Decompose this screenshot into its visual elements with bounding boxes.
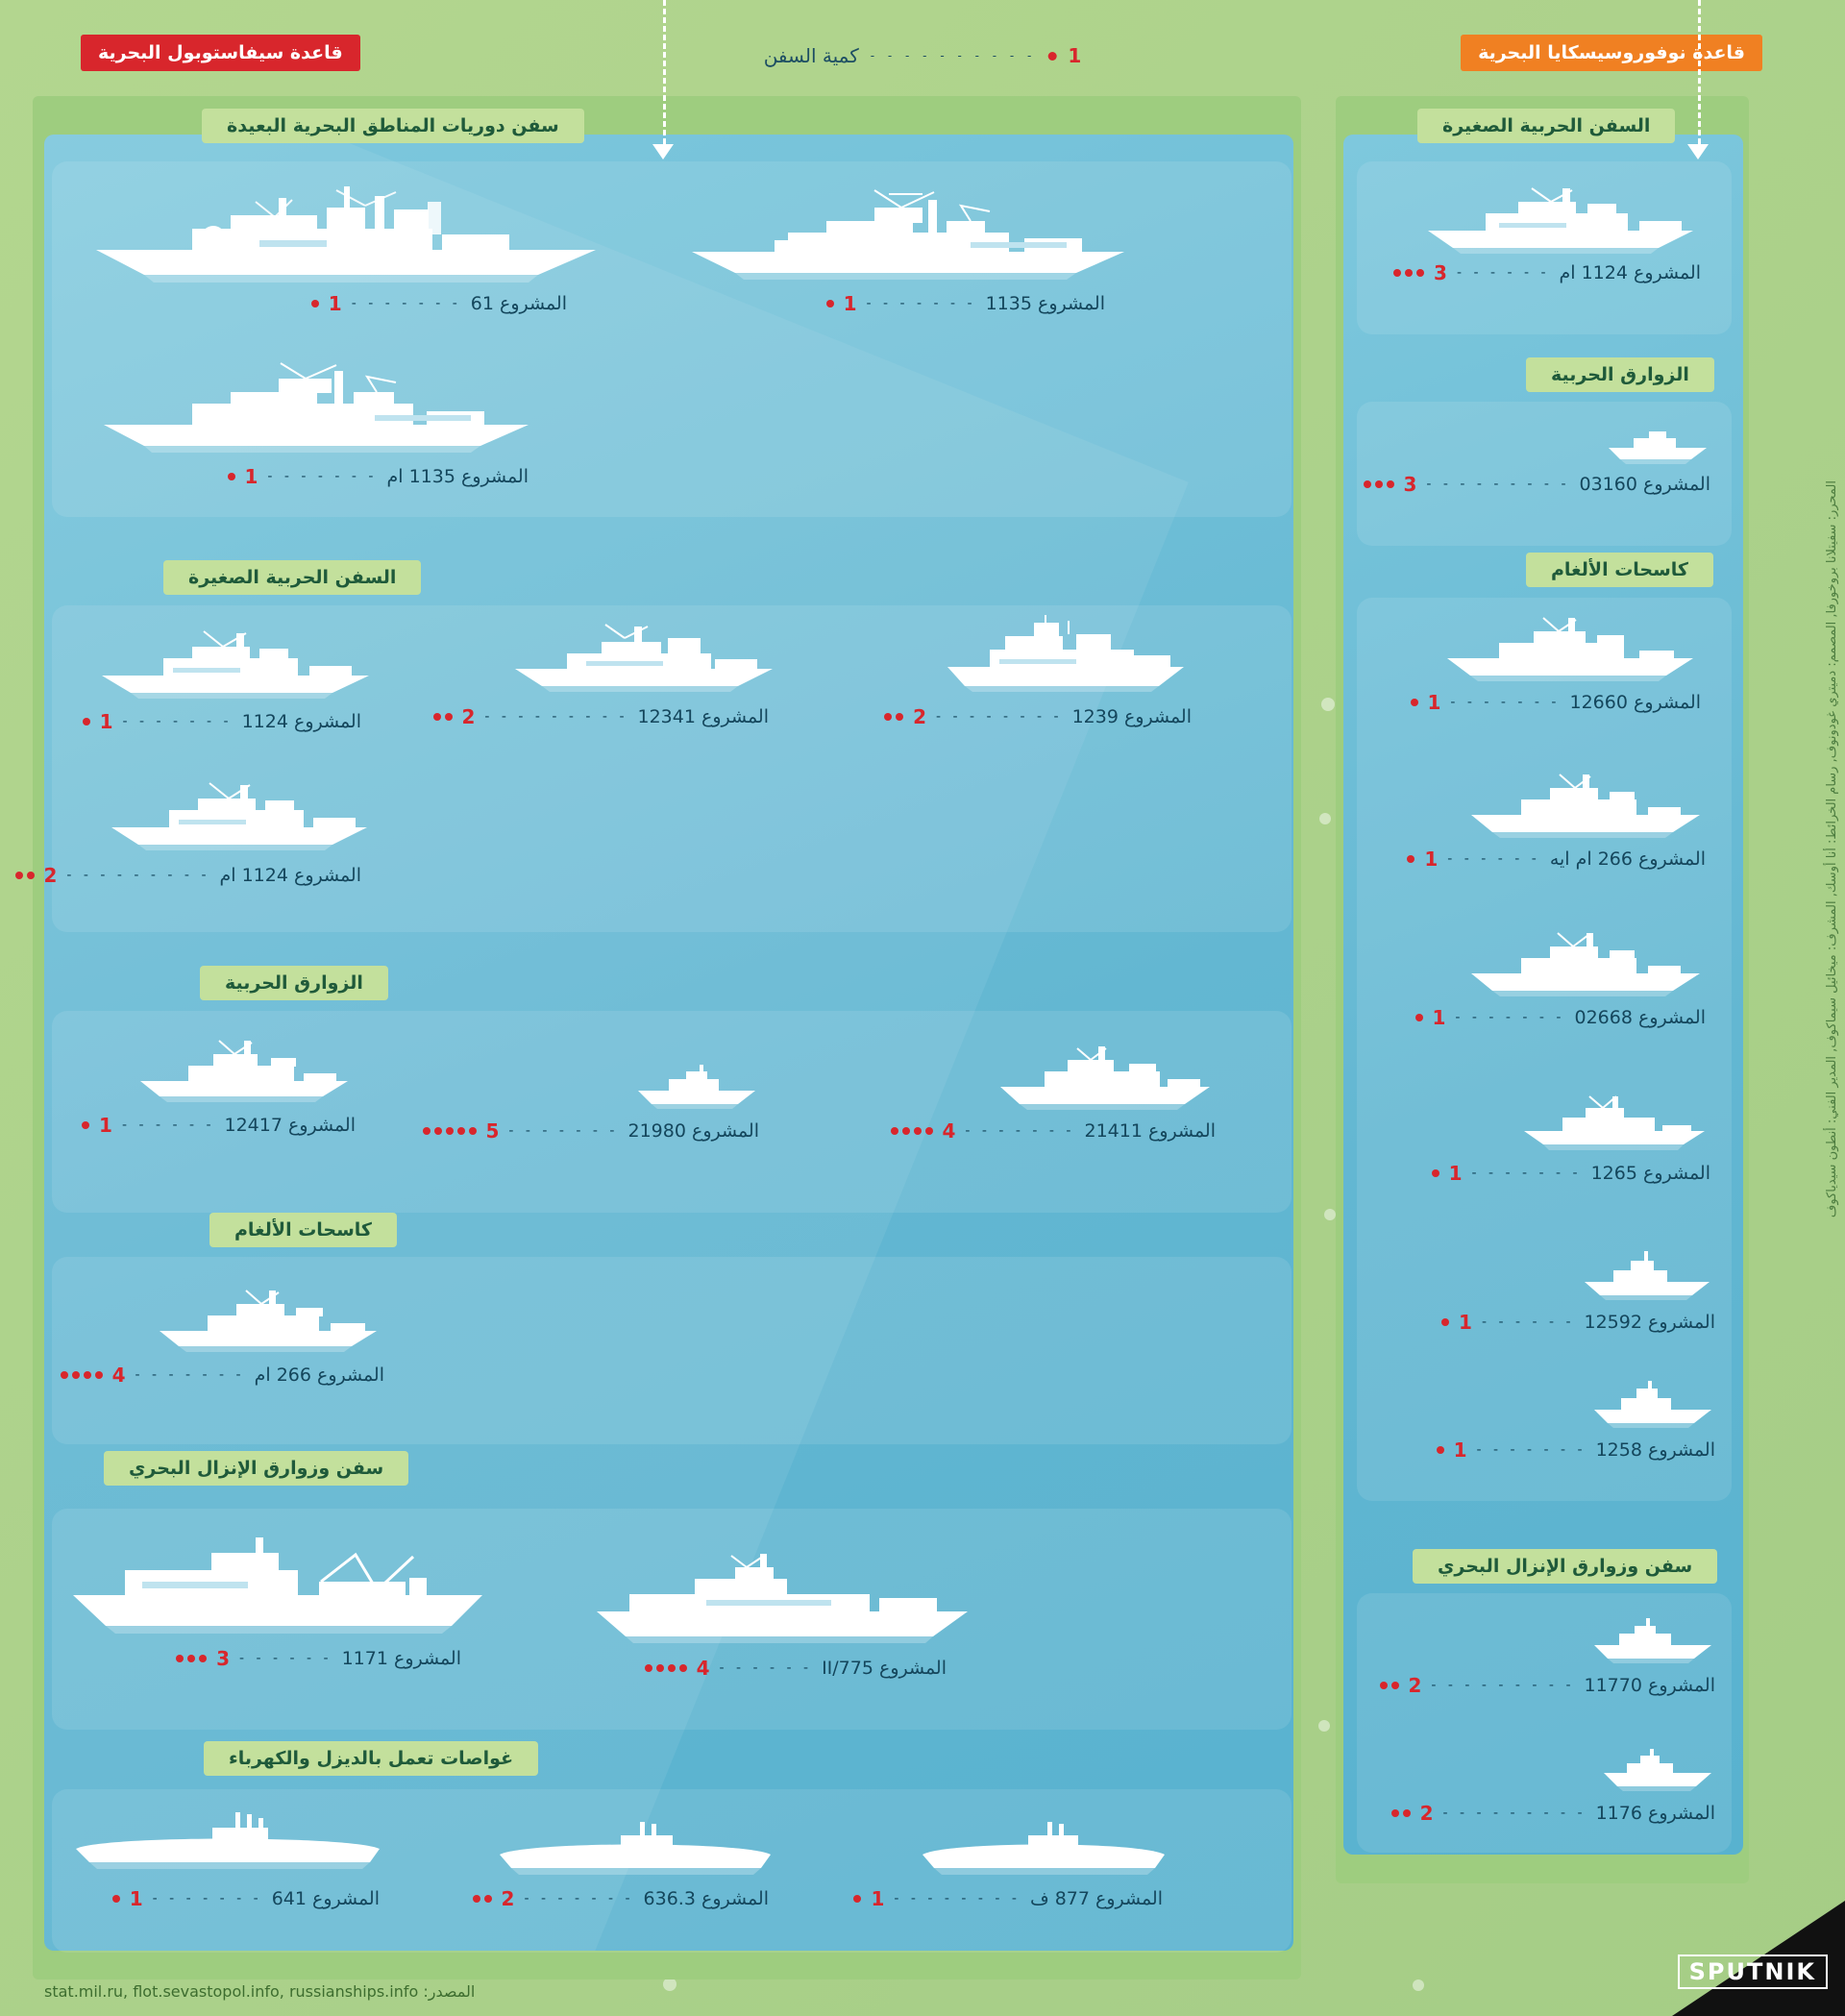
ship-name: المشروع 1176	[1595, 1803, 1715, 1824]
caption-leader: - - - - - - - -	[894, 1891, 1021, 1906]
ship-name: المشروع 03160	[1579, 474, 1710, 495]
ship-icon-landing-ship-775	[591, 1552, 975, 1653]
base-label-novorossiysk: قاعدة نوفوروسيسكايا البحرية	[1461, 35, 1762, 71]
ship-name: المشروع 266 ام	[254, 1364, 384, 1386]
ship-caption-r-12592	[1389, 1311, 1715, 1334]
ship-qty-pips	[1391, 1809, 1411, 1817]
ship-name: المشروع 21980	[627, 1120, 759, 1142]
ship-entry-r-1265	[1384, 1091, 1710, 1185]
ship-qty: 3	[1403, 473, 1417, 496]
ship-icon-minesweeper-12660	[1441, 610, 1701, 687]
caption-leader: - - - - - - -	[866, 296, 976, 311]
ship-icon-frigate-m	[96, 356, 538, 461]
ship-name: المشروع 1124	[241, 711, 361, 732]
legend-label: كمية السفن	[763, 44, 859, 67]
right-section-1-title: السفن الحربية الصغيرة	[1417, 109, 1675, 143]
submarine-icon-636	[490, 1816, 778, 1883]
right-section-2-title: الزوارق الحربية	[1526, 357, 1714, 392]
ship-caption-r-12660	[1374, 691, 1701, 714]
ship-qty: 3	[1434, 261, 1447, 284]
bubble-decor	[1319, 813, 1331, 824]
caption-leader: - - - - - - - - -	[1426, 477, 1570, 492]
ship-icon-fast-boat	[1605, 425, 1710, 469]
ship-icon-small-minesweeper-1258	[1590, 1379, 1715, 1435]
ship-entry-proj-266m	[77, 1283, 384, 1387]
ship-qty: 1	[1424, 848, 1439, 871]
ship-qty-pips	[1432, 1169, 1439, 1177]
ship-icon-corvette-m	[106, 774, 375, 860]
caption-leader: - - - - - - -	[135, 1367, 245, 1383]
ship-qty: 1	[1453, 1438, 1467, 1462]
ship-caption-r-03160	[1384, 473, 1710, 496]
ship-qty: 2	[1419, 1802, 1434, 1825]
ship-caption-proj-266m	[77, 1364, 384, 1387]
ship-qty-pips	[1364, 480, 1394, 488]
legend-dot-icon	[1047, 52, 1056, 61]
ship-qty-pips	[433, 713, 453, 721]
ship-qty: 2	[501, 1887, 515, 1910]
ship-qty-pips	[473, 1895, 492, 1903]
ship-qty: 1	[244, 465, 258, 488]
ship-qty-pips	[1437, 1446, 1444, 1454]
ship-qty-pips	[1407, 855, 1414, 863]
ship-name: المشروع 1258	[1595, 1439, 1715, 1461]
ship-name: المشروع 1124 ام	[1559, 262, 1701, 283]
submarine-icon-877	[913, 1816, 1172, 1883]
right-section-3-title: كاسحات الألغام	[1526, 553, 1713, 587]
caption-leader: - - - - - - -	[351, 296, 461, 311]
caption-leader: - - - - - - -	[1476, 1442, 1587, 1458]
caption-leader: - - - - - -	[719, 1660, 813, 1676]
ship-entry-proj-12341	[461, 615, 778, 728]
ship-caption-proj-1171	[58, 1647, 490, 1670]
left-section-2-title: السفن الحربية الصغيرة	[163, 560, 421, 595]
ship-name: المشروع 11770	[1584, 1675, 1715, 1696]
sputnik-logo	[1678, 1955, 1828, 1989]
ship-entry-proj-1124m	[43, 774, 375, 887]
ship-icon-frigate	[682, 183, 1134, 288]
bubble-decor	[1318, 1720, 1330, 1732]
ship-qty: 1	[1432, 1006, 1446, 1029]
arrow-left-head	[652, 144, 674, 160]
ship-name: المشروع 1265	[1590, 1163, 1710, 1184]
caption-leader: - - - - - - - - -	[66, 868, 210, 883]
caption-leader: - - - - - -	[1456, 265, 1550, 281]
caption-leader: - - - - - - -	[524, 1891, 634, 1906]
ship-entry-proj-877	[855, 1816, 1172, 1910]
ship-icon-missile-boat	[995, 1043, 1216, 1116]
left-section-4-title: كاسحات الألغام	[209, 1213, 397, 1247]
arrow-right-head	[1687, 144, 1709, 160]
ship-name: المشروع 12592	[1584, 1312, 1715, 1333]
ship-name: المشروع 1135	[985, 293, 1105, 314]
base-label-sevastopol: قاعدة سيفاستوبول البحرية	[81, 35, 360, 71]
caption-leader: - - - - - -	[239, 1651, 332, 1666]
ship-icon-landing-boat-1176	[1600, 1744, 1715, 1798]
ship-caption-proj-877	[855, 1887, 1172, 1910]
ship-qty: 1	[843, 292, 857, 315]
ship-entry-proj-6363	[461, 1816, 778, 1910]
ship-qty-pips	[1393, 269, 1424, 277]
ship-caption-r-1124m	[1374, 261, 1701, 284]
ship-qty: 2	[461, 705, 476, 728]
ship-caption-proj-775	[562, 1657, 975, 1680]
submarine-icon-641	[62, 1807, 389, 1883]
ship-qty-pips	[1380, 1682, 1399, 1689]
ship-caption-proj-1124m	[43, 864, 375, 887]
caption-leader: - - - - - - -	[1471, 1166, 1582, 1181]
ship-name: المشروع 61	[470, 293, 567, 314]
ship-name: المشروع 266 ام ايه	[1549, 848, 1706, 870]
ship-qty-pips	[83, 718, 90, 725]
caption-leader: - - - - - - -	[152, 1891, 262, 1906]
ship-name: المشروع II/775	[822, 1658, 947, 1679]
ship-entry-proj-1239	[874, 615, 1192, 728]
left-section-5-title: سفن وزوارق الإنزال البحري	[104, 1451, 408, 1486]
ship-name: المشروع 02668	[1574, 1007, 1706, 1028]
caption-leader: - - - - - - -	[508, 1123, 619, 1139]
caption-leader: - - - - - - -	[267, 469, 378, 484]
ship-qty: 1	[328, 292, 342, 315]
ship-icon-minesweeper-02668	[1465, 927, 1706, 1002]
ship-qty: 1	[99, 710, 113, 733]
caption-leader: - - - - - - -	[1455, 1010, 1565, 1025]
ship-icon-landing-boat-11770	[1590, 1614, 1715, 1670]
ship-qty: 4	[696, 1657, 710, 1680]
ship-caption-proj-61	[67, 292, 605, 315]
ship-qty-pips	[112, 1895, 120, 1903]
ship-caption-r-1176	[1389, 1802, 1715, 1825]
left-section-6-title: غواصات تعمل بالديزل والكهرباء	[204, 1741, 538, 1776]
ship-icon-corvette	[96, 620, 375, 706]
ship-entry-r-03160	[1384, 425, 1710, 496]
ship-caption-proj-6363	[461, 1887, 778, 1910]
ship-caption-proj-1135	[634, 292, 1134, 315]
ship-entry-r-12592	[1389, 1249, 1715, 1334]
ship-caption-r-1265	[1384, 1162, 1710, 1185]
ship-caption-proj-12341	[461, 705, 778, 728]
ship-qty-pips	[1441, 1318, 1449, 1326]
ship-qty-pips	[423, 1127, 477, 1135]
caption-leader: - - - - - - -	[965, 1123, 1075, 1139]
bubble-decor	[663, 1978, 676, 1991]
ship-qty: 1	[871, 1887, 885, 1910]
ship-qty-pips	[311, 300, 319, 307]
ship-caption-proj-21980	[471, 1119, 759, 1143]
sputnik-logo-text: SPUTNIK	[1678, 1955, 1828, 1989]
bubble-decor	[1413, 1979, 1424, 1991]
credits-text: المحرر: سفيتلانا بروخورفا, المصمم: دميتري غودونوف, رسام الخرائط: أنا أوسك, المشرف: ميخائيل سيماكوف, المدير الفني: أنطون سيدياكوف	[1825, 480, 1839, 1218]
ship-icon-minesweeper	[154, 1283, 384, 1360]
caption-leader: - - - - - - - - -	[1442, 1806, 1587, 1821]
caption-leader: - - - - - - - -	[936, 709, 1063, 725]
ship-qty: 1	[1459, 1311, 1472, 1334]
ship-name: المشروع 12341	[637, 706, 769, 727]
ship-entry-proj-1135	[634, 183, 1134, 315]
ship-icon-landing-ship	[67, 1528, 490, 1643]
caption-leader: - - - - - - - - -	[1431, 1678, 1575, 1693]
ship-icon-minesweeper-266ma	[1465, 769, 1706, 844]
left-section-3-title: الزوارق الحربية	[200, 966, 388, 1000]
ship-caption-r-1258	[1389, 1438, 1715, 1462]
legend	[764, 44, 1082, 67]
ship-qty: 1	[1427, 691, 1441, 714]
ship-entry-r-02668	[1379, 927, 1706, 1029]
ship-name: المشروع 12417	[224, 1115, 356, 1136]
caption-leader: - - - - - - - - -	[484, 709, 628, 725]
source-text: المصدر: stat.mil.ru, flot.sevastopol.info, russianships.info	[44, 1982, 476, 2001]
ship-caption-proj-1124	[67, 710, 375, 733]
caption-leader: - - - - - -	[121, 1118, 215, 1133]
ship-qty-pips	[853, 1895, 861, 1903]
ship-entry-proj-61	[67, 183, 605, 315]
right-section-4-title: سفن وزوارق الإنزال البحري	[1413, 1549, 1717, 1584]
ship-qty-pips	[1415, 1014, 1423, 1021]
ship-qty: 2	[1408, 1674, 1422, 1697]
ship-caption-proj-641	[72, 1887, 389, 1910]
ship-qty: 5	[485, 1119, 500, 1143]
left-section-1-title: سفن دوريات المناطق البحرية البعيدة	[202, 109, 584, 143]
ship-name: المشروع 636.3	[643, 1888, 769, 1909]
ship-caption-r-11770	[1389, 1674, 1715, 1697]
ship-caption-proj-1239	[874, 705, 1192, 728]
ship-icon-destroyer	[86, 183, 605, 288]
ship-qty-pips	[176, 1655, 207, 1662]
ship-qty-pips	[82, 1121, 89, 1129]
ship-name: المشروع 1171	[341, 1648, 461, 1669]
ship-qty: 1	[99, 1114, 112, 1137]
ship-qty-pips	[884, 713, 903, 721]
ship-entry-proj-1135m	[77, 356, 538, 488]
ship-qty: 4	[942, 1119, 956, 1143]
ship-icon-minesweeper-1265	[1518, 1091, 1710, 1158]
arrow-left-line	[663, 0, 666, 144]
bubble-decor	[1324, 1209, 1336, 1220]
ship-caption-proj-12417	[67, 1114, 356, 1137]
ship-qty: 3	[216, 1647, 231, 1670]
ship-icon-missile-corvette	[509, 615, 778, 701]
ship-qty-pips	[826, 300, 834, 307]
ship-entry-proj-641	[72, 1807, 389, 1910]
ship-icon-small-boat	[634, 1062, 759, 1116]
caption-leader: - - - - - - -	[122, 714, 233, 729]
ship-caption-proj-21411	[898, 1119, 1216, 1143]
caption-leader: - - - - - - -	[1450, 695, 1561, 710]
legend-number: 1	[1068, 44, 1082, 67]
ship-entry-proj-21980	[471, 1062, 759, 1143]
ship-icon-small-minesweeper	[1581, 1249, 1715, 1307]
ship-qty: 4	[111, 1364, 126, 1387]
arrow-right-line	[1698, 0, 1701, 144]
ship-name: المشروع 877 ف	[1029, 1888, 1163, 1909]
ship-entry-r-1124m	[1374, 181, 1701, 284]
ship-name: المشروع 21411	[1084, 1120, 1216, 1142]
ship-name: المشروع 1135 ام	[386, 466, 529, 487]
ship-name: المشروع 641	[271, 1888, 380, 1909]
ship-qty-pips	[228, 473, 235, 480]
ship-name: المشروع 1124 ام	[219, 865, 361, 886]
ship-entry-r-266ma	[1379, 769, 1706, 871]
ship-entry-proj-1171	[58, 1528, 490, 1670]
ship-name: المشروع 1239	[1071, 706, 1192, 727]
ship-icon-corvette-r	[1422, 181, 1701, 258]
ship-qty: 1	[129, 1887, 143, 1910]
ship-entry-proj-21411	[898, 1043, 1216, 1143]
bubble-decor	[1321, 698, 1335, 711]
ship-entry-proj-775	[562, 1552, 975, 1680]
ship-caption-proj-1135m	[77, 465, 538, 488]
ship-name: المشروع 12660	[1569, 692, 1701, 713]
ship-qty: 2	[913, 705, 927, 728]
ship-caption-r-266ma	[1379, 848, 1706, 871]
ship-entry-r-12660	[1374, 610, 1701, 714]
ship-entry-proj-1124	[67, 620, 375, 733]
ship-entry-proj-12417	[67, 1033, 356, 1137]
ship-entry-r-11770	[1389, 1614, 1715, 1697]
ship-icon-hovercraft-missile	[942, 615, 1192, 701]
ship-icon-patrol-boat	[135, 1033, 356, 1110]
legend-leader: - - - - - - - - - -	[870, 49, 1037, 62]
ship-qty-pips	[61, 1371, 103, 1379]
ship-qty: 2	[43, 864, 58, 887]
ship-qty-pips	[1411, 699, 1418, 706]
ship-entry-r-1176	[1389, 1744, 1715, 1825]
ship-qty-pips	[645, 1664, 687, 1672]
ship-qty-pips	[15, 872, 35, 879]
ship-qty-pips	[891, 1127, 933, 1135]
right-section-3-box	[1357, 598, 1732, 1501]
caption-leader: - - - - - -	[1481, 1315, 1575, 1330]
ship-qty: 1	[1448, 1162, 1463, 1185]
caption-leader: - - - - - -	[1447, 851, 1540, 867]
ship-entry-r-1258	[1389, 1379, 1715, 1462]
ship-caption-r-02668	[1379, 1006, 1706, 1029]
